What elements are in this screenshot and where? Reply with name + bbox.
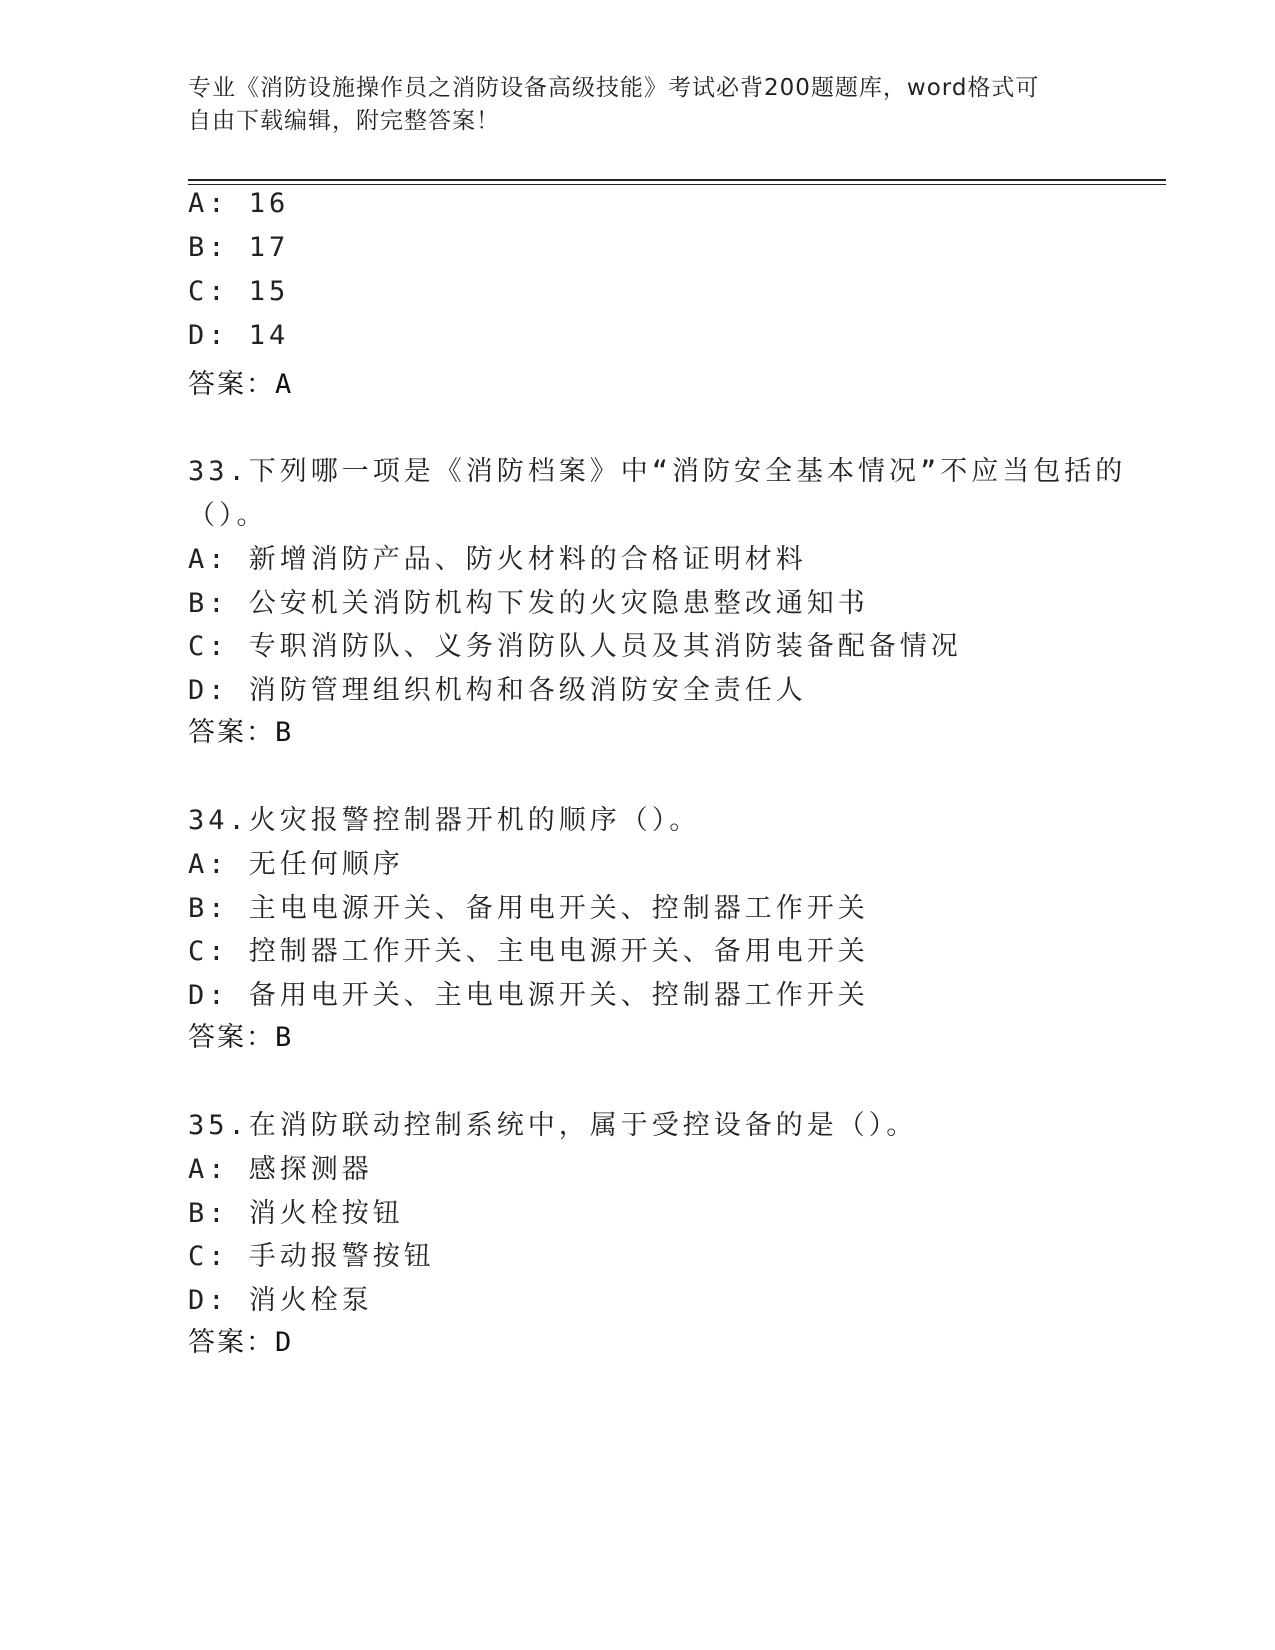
answer-line: [188, 1015, 293, 1054]
option-b: B: 17: [188, 232, 290, 263]
answer-value: B: [275, 1022, 294, 1053]
option-d: D: 14: [188, 320, 290, 351]
option-c: C: 手动报警按钮: [188, 1241, 435, 1272]
option-d: D: 备用电开关、主电电源开关、控制器工作开关: [188, 980, 869, 1011]
option-b: B: 主电电源开关、备用电开关、控制器工作开关: [188, 893, 869, 924]
answer-line: [188, 362, 293, 401]
answer-label: 答案：: [188, 717, 275, 748]
answer-line: [188, 1320, 293, 1359]
option-a: A: 新增消防产品、防火材料的合格证明材料: [188, 544, 807, 575]
question-stem: 35.在消防联动控制系统中，属于受控设备的是（）。: [188, 1110, 918, 1141]
question-stem: 34.火灾报警控制器开机的顺序（）。: [188, 805, 701, 836]
document-header: [188, 72, 1088, 138]
option-a: A: 16: [188, 188, 290, 219]
option-a: A: 感探测器: [188, 1154, 373, 1185]
answer-label: 答案：: [188, 1022, 275, 1053]
answer-value: A: [275, 369, 294, 400]
answer-line: [188, 710, 293, 749]
answer-label: 答案：: [188, 369, 275, 400]
question-stem-cont: （）。: [188, 500, 268, 531]
answer-value: D: [275, 1327, 294, 1358]
header-line-2: 自由下载编辑，附完整答案！: [188, 108, 500, 134]
header-line-1: 专业《消防设施操作员之消防设备高级技能》考试必背200题题库，word格式可: [188, 75, 1040, 101]
answer-label: 答案：: [188, 1327, 275, 1358]
header-divider-thin: [188, 184, 1166, 185]
option-b: B: 公安机关消防机构下发的火灾隐患整改通知书: [188, 588, 869, 619]
option-d: D: 消防管理组织机构和各级消防安全责任人: [188, 675, 807, 706]
option-c: C: 专职消防队、义务消防队人员及其消防装备配备情况: [188, 631, 962, 662]
option-c: C: 控制器工作开关、主电电源开关、备用电开关: [188, 936, 869, 967]
option-b: B: 消火栓按钮: [188, 1198, 404, 1229]
option-c: C: 15: [188, 276, 290, 307]
header-divider: [188, 179, 1166, 181]
answer-value: B: [275, 717, 294, 748]
question-stem: 33.下列哪一项是《消防档案》中“消防安全基本情况”不应当包括的: [188, 456, 1127, 487]
option-d: D: 消火栓泵: [188, 1285, 373, 1316]
option-a: A: 无任何顺序: [188, 849, 404, 880]
